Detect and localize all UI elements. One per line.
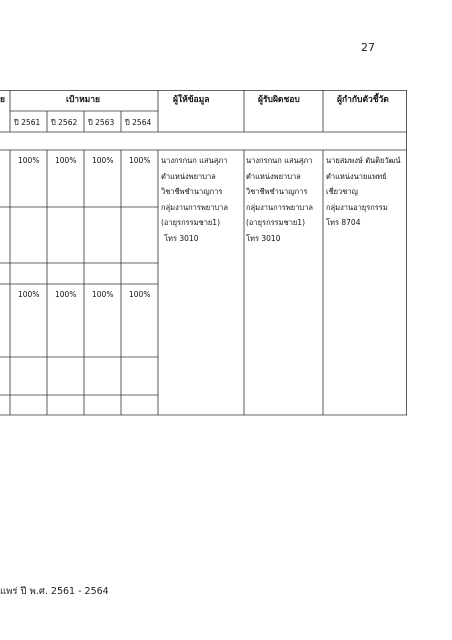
supervisor-cell bbox=[326, 153, 401, 231]
year-2564: ปี 2564 bbox=[125, 118, 152, 127]
row1-2564-value: 100% bbox=[129, 156, 151, 165]
table-grid-lines bbox=[0, 90, 407, 416]
informant-line: โทร 3010 bbox=[164, 233, 199, 243]
supervisor-line: โทร 8704 bbox=[326, 218, 361, 227]
kpi-table bbox=[0, 90, 407, 416]
row2-2561-value: 100% bbox=[18, 290, 40, 299]
row1-2561-value: 100% bbox=[18, 156, 40, 165]
supervisor-line: นายสมพงษ์ ตันติยวัฒน์ bbox=[326, 156, 401, 165]
informant-cell bbox=[161, 153, 228, 246]
row2-2564-value: 100% bbox=[129, 290, 151, 299]
row1-2563-value: 100% bbox=[92, 156, 114, 165]
row2-2562-value: 100% bbox=[55, 290, 77, 299]
year-2562: ปี 2562 bbox=[51, 118, 78, 127]
informant-line: กลุ่มงานการพยาบาล bbox=[161, 202, 228, 212]
informant-line: (อายุรกรรมชาย1) bbox=[161, 218, 221, 227]
responsible-line: นางกรกนก แสนสุภา bbox=[246, 156, 313, 165]
responsible-cell bbox=[246, 153, 313, 246]
supervisor-line: กลุ่มงานอายุรกรรม bbox=[326, 202, 388, 212]
informant-line: นางกรกนก แสนสุภา bbox=[161, 156, 228, 165]
header-supervisor: ผู้กำกับตัวชี้วัด bbox=[337, 95, 389, 105]
responsible-line: ตำแหน่งพยาบาล bbox=[246, 171, 301, 181]
responsible-line: (อายุรกรรมชาย1) bbox=[246, 218, 306, 227]
responsible-line: วิชาชีพชำนาญการ bbox=[246, 187, 308, 196]
informant-line: ตำแหน่งพยาบาล bbox=[161, 171, 216, 181]
year-2563: ปี 2563 bbox=[88, 118, 115, 127]
responsible-line: กลุ่มงานการพยาบาล bbox=[246, 202, 313, 212]
supervisor-line: เชี่ยวชาญ bbox=[326, 187, 358, 196]
responsible-line: โทร 3010 bbox=[246, 233, 281, 243]
row2-2563-value: 100% bbox=[92, 290, 114, 299]
header-target: เป้าหมาย bbox=[66, 95, 101, 105]
supervisor-line: ตำแหน่งนายแพทย์ bbox=[326, 171, 387, 181]
informant-line: วิชาชีพชำนาญการ bbox=[161, 187, 223, 196]
header-cut-off: ย bbox=[0, 95, 5, 105]
header-informant: ผู้ให้ข้อมูล bbox=[173, 95, 210, 105]
page-number: 27 bbox=[361, 41, 375, 54]
header-responsible: ผู้รับผิดชอบ bbox=[258, 95, 300, 105]
footer-text: แพร่ ปี พ.ศ. 2561 - 2564 bbox=[0, 586, 109, 597]
row1-2562-value: 100% bbox=[55, 156, 77, 165]
year-2561: ปี 2561 bbox=[14, 118, 41, 127]
